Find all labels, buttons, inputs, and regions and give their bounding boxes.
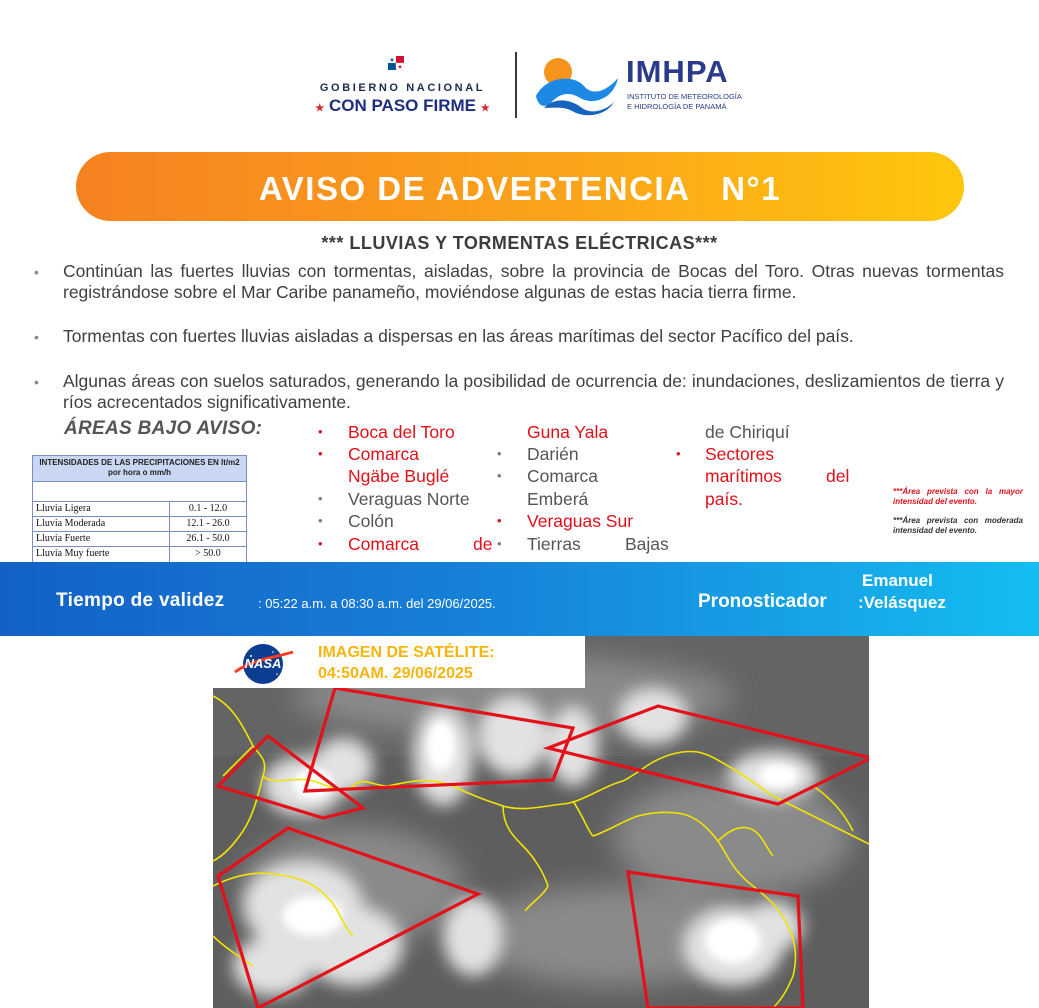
bullet-icon: •: [318, 491, 323, 506]
bullet-icon: •: [497, 468, 502, 483]
intensity-table: [32, 455, 247, 563]
intensity-label: Lluvia Moderada: [33, 517, 170, 531]
star-icon: ★: [315, 103, 325, 114]
bullet-icon: •: [34, 264, 39, 280]
area-comarca-embera-2: Emberá: [527, 489, 589, 509]
area-de-chiriqui: de Chiriquí: [705, 422, 790, 442]
note-moderate-intensity: ***Área prevista con moderada intensidad del evento.: [893, 516, 1023, 535]
bullet-icon: •: [34, 329, 39, 345]
validity-label: Tiempo de validez: [56, 590, 225, 611]
intensity-range: > 50.0: [195, 548, 221, 559]
area-comarca-ngabe-2: Ngäbe Buglé: [348, 466, 450, 486]
bullet-icon: •: [497, 446, 502, 461]
area-darien: Darién: [527, 444, 579, 464]
warning-subtitle: *** LLUVIAS Y TORMENTAS ELÉCTRICAS***: [321, 233, 718, 253]
satellite-caption-1: IMAGEN DE SATÉLITE:: [318, 644, 495, 661]
area-veraguas-norte: Veraguas Norte: [348, 489, 470, 509]
warning-banner: [76, 152, 964, 221]
intensity-label: Lluvia Fuerte: [33, 532, 170, 546]
imhpa-name: IMHPA: [626, 54, 729, 89]
imhpa-logo: [534, 52, 754, 118]
area-comarca-de-2: de: [473, 534, 493, 554]
area-comarca-ngabe-1: Comarca: [348, 444, 419, 464]
area-maritimos: marítimos: [705, 466, 782, 486]
forecaster-name-2: :Velásquez: [858, 593, 946, 612]
satellite-caption-2: 04:50AM. 29/06/2025: [318, 665, 473, 682]
validity-value: : 05:22 a.m. a 08:30 a.m. del 29/06/2025.: [258, 596, 496, 611]
banner-title: AVISO DE ADVERTENCIA N°1: [258, 170, 782, 207]
satellite-image: [213, 636, 869, 1008]
imhpa-sun-wave-icon: [534, 56, 622, 116]
areas-title: ÁREAS BAJO AVISO:: [64, 418, 263, 439]
forecaster-label: Pronosticador: [698, 591, 827, 612]
area-veraguas-sur: Veraguas Sur: [527, 511, 634, 531]
bullet-text-3: Algunas áreas con suelos saturados, generando la posibilidad de ocurrencia de: inundaciones, deslizamientos de tierra y ríos acrecentados significativamente.: [63, 371, 1004, 412]
logo-divider: [515, 52, 517, 118]
area-pais: país.: [705, 489, 743, 509]
imhpa-sub2: E HIDROLOGÍA DE PANAMÁ: [627, 102, 727, 111]
gov-line2-text: CON PASO FIRME: [328, 96, 477, 115]
area-comarca-de-1: Comarca: [348, 534, 419, 554]
table-row: [33, 517, 246, 532]
intensity-range: 0.1 - 12.0: [188, 503, 228, 514]
bullet-icon: •: [318, 513, 323, 528]
gov-line2: [300, 96, 505, 116]
bullet-icon: •: [497, 536, 502, 551]
bullet-icon: •: [497, 513, 502, 528]
area-tierras-bajas-1: Tierras: [527, 534, 581, 554]
bullet-icon: •: [34, 374, 39, 390]
area-del: del: [826, 466, 850, 486]
table-row: [33, 532, 246, 547]
nasa-logo-icon: [221, 642, 305, 686]
note-high-intensity: ***Área prevista con la mayor intensidad del evento.: [893, 487, 1023, 506]
area-tierras-bajas-2: Bajas: [625, 534, 669, 554]
intensity-table-spacer: [33, 482, 246, 502]
area-bocas-del-toro: Boca del Toro: [348, 422, 455, 442]
area-colon: Colón: [348, 511, 394, 531]
intensity-range: 26.1 - 50.0: [186, 533, 230, 544]
intensity-table-header: INTENSIDADES DE LAS PRECIPITACIONES EN lt/m2 por hora o mm/h: [33, 456, 246, 482]
bullet-text-1: Continúan las fuertes lluvias con tormentas, aisladas, sobre la provincia de Bocas del Toro. Otras nuevas tormentas registrándose sobre el Mar Caribe panameño, moviéndose algunas de estas hacia tierra firme.: [63, 261, 1004, 302]
area-guna-yala: Guna Yala: [527, 422, 609, 442]
bullet-icon: •: [318, 536, 323, 551]
table-row: [33, 502, 246, 517]
forecaster-name-1: Emanuel: [862, 571, 933, 590]
bullet-icon: •: [676, 446, 681, 461]
nasa-logo-text: NASA: [244, 656, 282, 671]
intensity-label: Lluvia Ligera: [33, 502, 170, 516]
intensity-range: 12.1 - 26.0: [186, 518, 230, 529]
imhpa-sub1: INSTITUTO DE METEOROLOGÍA: [627, 92, 742, 101]
table-row: [33, 547, 246, 562]
bullet-icon: •: [318, 446, 323, 461]
panama-flag-icon: [388, 56, 404, 70]
star-icon: ★: [480, 103, 490, 114]
bullet-icon: •: [318, 424, 323, 439]
area-comarca-embera-1: Comarca: [527, 466, 598, 486]
bullet-text-2: Tormentas con fuertes lluvias aisladas a dispersas en las áreas marítimas del sector Pacífico del país.: [63, 326, 854, 346]
gobierno-nacional-logo: [300, 56, 505, 120]
gov-line1: GOBIERNO NACIONAL: [319, 82, 486, 94]
intensity-label: Lluvia Muy fuerte: [33, 547, 170, 562]
area-sectores: Sectores: [705, 444, 775, 464]
